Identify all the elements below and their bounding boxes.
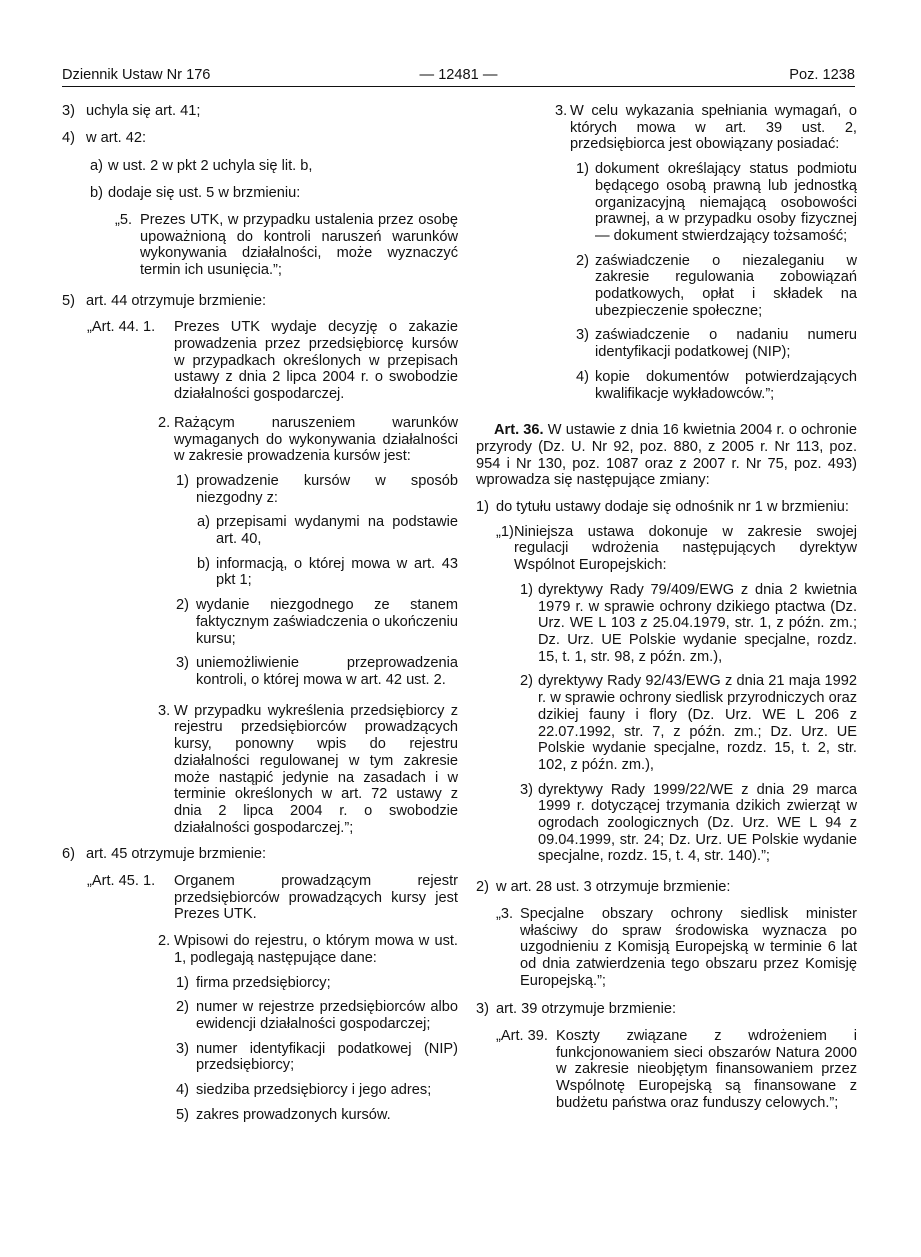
list-item: 2) w art. 28 ust. 3 otrzymuje brzmienie:: [476, 879, 731, 896]
list-item: 2) wydanie niezgodnego ze stanem faktycznym zaświadczenia o ukończeniu kursu;: [176, 597, 459, 647]
quoted-provision: „3. Specjalne obszary ochrony siedlisk minister właściwy do spraw środowiska wyznacza po uzgodnieniu z Komisją Europejską w terminie 6 lat od dnia zatwierdzenia tego obszaru przez Komisję Europejską.”;: [496, 905, 857, 989]
list-item: a) przepisami wydanymi na podstawie art. 40,: [197, 514, 458, 548]
directive-item: 2) dyrektywy Rady 92/43/EWG z dnia 21 maja 1992 r. w sprawie ochrony siedlisk przyrodniczych oraz dzikiej fauny i flory (Dz. Urz. WE L 206 z 22.07.1992, str. 7, z późn. zm.; Dz. Urz. UE Polskie wydanie specjalne, rozdz. 15, t. 2, str. 102, z późn. zm.),: [520, 673, 857, 773]
header-rule: [62, 86, 855, 87]
position-number: Poz. 1238: [789, 67, 855, 83]
right-column: [476, 103, 857, 1112]
list-item: 6) art. 45 otrzymuje brzmienie:: [62, 846, 267, 863]
list-item: 2) numer w rejestrze przedsiębiorców albo ewidencji działalności gospodarczej;: [176, 999, 458, 1032]
list-item: a) w ust. 2 w pkt 2 uchyla się lit. b,: [90, 158, 313, 175]
list-item: 3) zaświadczenie o nadaniu numeru identyfikacji podatkowej (NIP);: [576, 327, 857, 361]
footnote-quote: „1) Niniejsza ustawa dokonuje w zakresie swojej regulacji wdrożenia następujących dyrektyw Wspólnot Europejskich:: [496, 523, 857, 574]
article-paragraph: 2. Rażącym naruszeniem warunków wymaganych do wykonywania działalności w zakresie prowadzenia kursów jest:: [158, 414, 458, 465]
article-paragraph: „Art. 45. 1. Organem prowadzącym rejestr przedsiębiorców prowadzących kursy jest Prezes UTK.: [87, 873, 458, 923]
list-item: 1) firma przedsiębiorcy;: [176, 974, 331, 991]
article-number: Art. 36.: [494, 422, 544, 439]
quoted-provision: „5. Prezes UTK, w przypadku ustalenia przez osobę upoważnioną do kontroli naruszeń warunków wykonywania działalności, może wyznaczyć termin ich usunięcia.”;: [115, 211, 458, 278]
list-item: 1) prowadzenie kursów w sposób niezgodny z:: [176, 472, 458, 506]
left-column: [62, 103, 458, 1123]
list-item: b) dodaje się ust. 5 w brzmieniu:: [90, 185, 301, 202]
directive-item: 3) dyrektywy Rady 1999/22/WE z dnia 29 marca 1999 r. dotyczącej trzymania dzikich zwierząt w ogrodach zoologicznych (Dz. Urz. WE L 94 z 09.04.1999, str. 24; Dz. Urz. UE Polskie wydanie specjalne, rozdz. 15, t. 4, str. 140).”;: [520, 781, 857, 865]
list-item: 3) uniemożliwienie przeprowadzenia kontroli, o której mowa w art. 42 ust. 2.: [176, 655, 458, 688]
article-paragraph: „Art. 44. 1. Prezes UTK wydaje decyzję o zakazie prowadzenia przez przedsiębiorcę kursów w przypadkach określonych w przepisach ustawy z dnia 2 lipca 2004 r. o swobodzie działalności gospodarczej.: [87, 319, 458, 403]
quoted-article: „Art. 39. Koszty związane z wdrożeniem i funkcjonowaniem sieci obszarów Natura 2000 w zakresie nieobjętym finansowaniem przez Wspólnotę Europejską są finansowane z budżetu państwa oraz funduszy celowych.”;: [496, 1028, 857, 1111]
directive-item: 1) dyrektywy Rady 79/409/EWG z dnia 2 kwietnia 1979 r. w sprawie ochrony dzikiego ptactwa (Dz. Urz. WE L 103 z 25.04.1979, str. 1, z późn. zm.; Dz. Urz. UE Polskie wydanie specjalne, rozdz. 15, t. 1, str. 98, z późn. zm.),: [520, 581, 857, 665]
list-item: 3) art. 39 otrzymuje brzmienie:: [476, 1001, 677, 1018]
article-paragraph: 2. Wpisowi do rejestru, o którym mowa w ust. 1, podlegają następujące dane:: [158, 933, 458, 966]
journal-title: Dziennik Ustaw Nr 176: [62, 67, 211, 83]
list-item: b) informacją, o której mowa w art. 43 pkt 1;: [197, 555, 458, 589]
article-paragraph: 3. W przypadku wykreślenia przedsiębiorcy z rejestru przedsiębiorców prowadzących kursy, ponowny wpis do rejestru działalności regulowanej w tym zakresie może nastąpić jedynie na zasadach i w terminie określonych w art. 72 ustawy z dnia 2 lipca 2004 r. o swobodzie działalności gospodarczej.”;: [158, 702, 458, 836]
list-item: 1) do tytułu ustawy dodaje się odnośnik nr 1 w brzmieniu:: [476, 499, 849, 516]
article-36: Art. 36. W ustawie z dnia 16 kwietnia 2004 r. o ochronie przyrody (Dz. U. Nr 92, poz. 880, z 2005 r. Nr 113, poz. 954 i Nr 130, poz. 1087 oraz z 2007 r. Nr 75, poz. 493) wprowadza się następujące zmiany:: [476, 422, 858, 489]
list-item: 5) art. 44 otrzymuje brzmienie:: [62, 292, 267, 309]
list-item: 3) numer identyfikacji podatkowej (NIP) przedsiębiorcy;: [176, 1040, 458, 1074]
page-number: — 12481 —: [419, 67, 498, 83]
article-paragraph: 3. W celu wykazania spełniania wymagań, o których mowa w art. 39 ust. 2, przedsiębiorca jest obowiązany posiadać:: [555, 103, 857, 153]
list-item: 1) dokument określający status podmiotu będącego osobą prawną lub jednostką organizacyjną niemającą osobowości prawnej, a w przypadku osoby fizycznej — dokument stwierdzający tożsamość;: [576, 161, 857, 244]
page-header: [62, 66, 855, 86]
list-item: 2) zaświadczenie o niezaleganiu w zakresie regulowania zobowiązań podatkowych, opłat i składek na ubezpieczenie społeczne;: [576, 252, 857, 319]
list-item: 3) uchyla się art. 41;: [62, 103, 201, 119]
list-item: 4) siedziba przedsiębiorcy i jego adres;: [176, 1082, 432, 1099]
list-item: 4) kopie dokumentów potwierdzających kwalifikacje wykładowców.”;: [576, 368, 857, 402]
list-item: 5) zakres prowadzonych kursów.: [176, 1106, 391, 1123]
list-item: 4) w art. 42:: [62, 129, 147, 146]
